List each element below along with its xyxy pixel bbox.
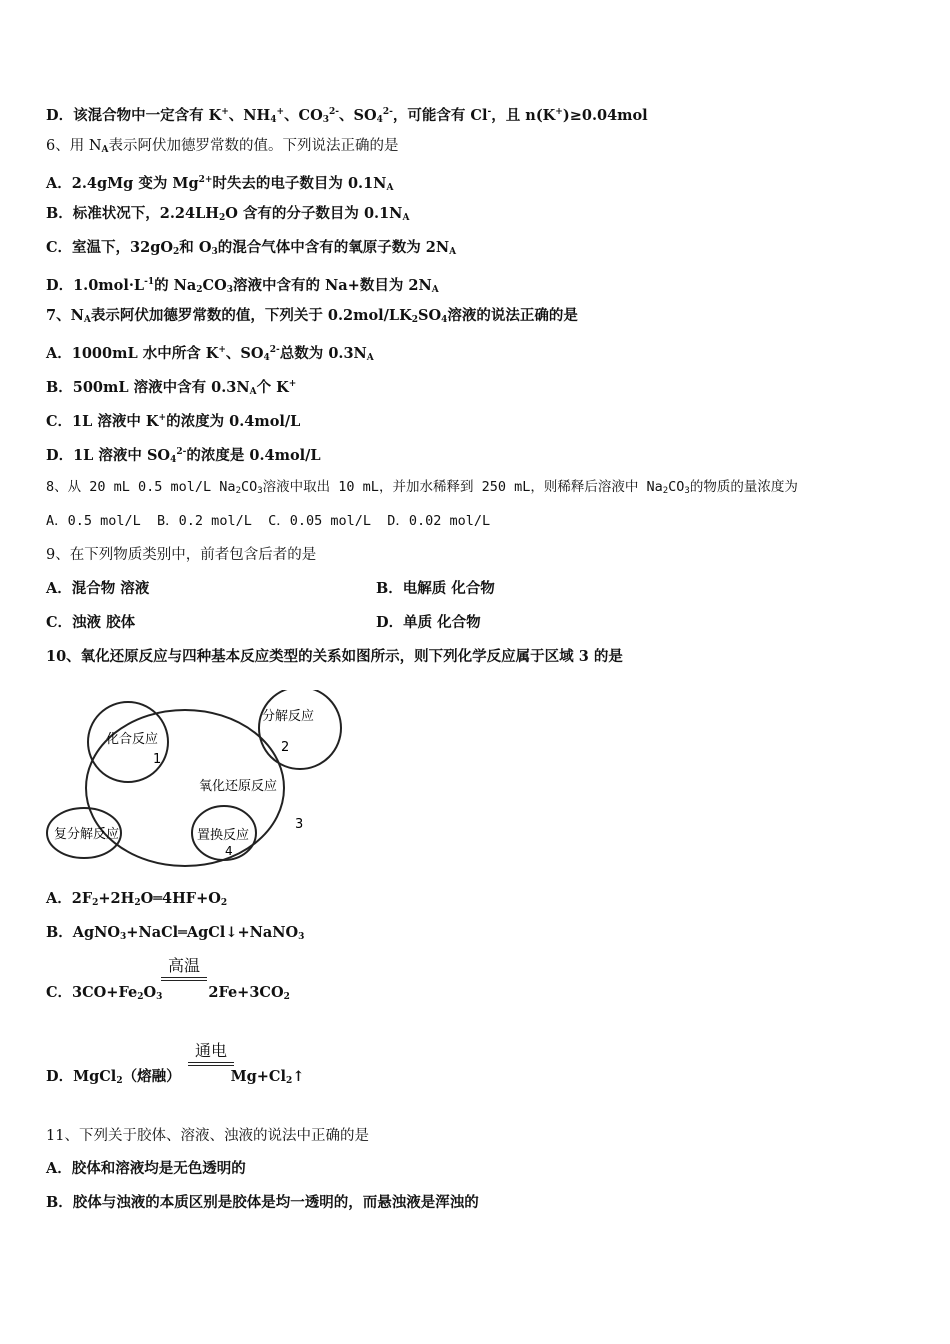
q8-option-a: A．0.5 mol/L (46, 513, 141, 529)
q7-option-c: C．1L 溶液中 K+的浓度为 0.4mol/L (46, 413, 301, 430)
region-4-label: 4 (225, 844, 233, 858)
double-displacement-label: 复分解反应 (54, 827, 120, 842)
q10-option-c: C．$3CO+Fe_2O_3$ $2Fe+3CO_2$ (46, 984, 290, 1002)
q9-stem: 9、在下列物质类别中，前者包含后者的是 (46, 547, 317, 563)
q10-option-d: D．MgCl$_2$（熔融） $Mg+Cl_2↑$ (46, 1068, 305, 1086)
q9-option-c: C．浊液 胶体 (46, 614, 136, 631)
q6-stem: 6、用 $N_A$表示阿伏加德罗常数的值。下列说法正确的是 (46, 138, 399, 155)
q11-option-a: A．胶体和溶液均是无色透明的 (46, 1160, 246, 1177)
region-1-label: 1 (153, 752, 162, 767)
q7-option-b: B．500mL 溶液中含有 $0.3N_A$个 K+ (46, 379, 297, 397)
q5-option-d: D．该混合物中一定含有 K+、$NH_4^+$、$CO_3^{2-}$、$SO_4^{2-}$，可能含有 Cl-，且 n(K+)≥0.04mol (46, 107, 648, 125)
q9-option-d: D．单质 化合物 (376, 614, 481, 631)
q10-option-b: B．AgNO$_3$+NaCl═AgCl↓+NaNO$_3$ (46, 924, 305, 942)
q8-options (46, 511, 490, 531)
q11-stem: 11、下列关于胶体、溶液、浊液的说法中正确的是 (46, 1128, 369, 1144)
q8-stem: 8、从 20 mL 0.5 mol/L $Na_2CO_3$溶液中取出 10 mL，并加水稀释到 250 mL，则稀释后溶液中 $Na_2CO_3$的物质的量浓度为 (46, 479, 798, 496)
q7-option-d: D．1L 溶液中 $SO_4^{2-}$的浓度是 0.4mol/L (46, 447, 321, 465)
q9-option-a: A．混合物 溶液 (46, 580, 150, 597)
q10-option-a: A．$2F_2+2H_2O═4HF+O_2$ (46, 890, 228, 908)
redox-label: 氧化还原反应 (199, 779, 278, 794)
q10-d-condition: 通电 (188, 1038, 234, 1066)
q6-option-d: D．$1.0mol\cdot L^{-1}$的 $Na_2CO_3$溶液中含有的 Na+数目为 $2N_A$ (46, 277, 439, 295)
q8-option-b: B．0.2 mol/L (157, 513, 252, 529)
q7-option-a: A．1000mL 水中所含 K+、$SO_4^{2-}$总数为 $0.3N_A$ (46, 345, 374, 363)
combination-label: 化合反应 (106, 732, 159, 747)
q9-options-row1 (46, 579, 846, 599)
reaction-type-venn-diagram (44, 690, 346, 870)
q7-stem: 7、$N_A$表示阿伏加德罗常数的值，下列关于 $0.2mol/LK_2SO_4$溶液的说法正确的是 (46, 307, 578, 325)
region-2-label: 2 (281, 740, 290, 755)
displacement-label: 置换反应 (197, 828, 250, 843)
q6-option-c: C．室温下，$32gO_2$和 $O_3$的混合气体中含有的氧原子数为 $2N_A$ (46, 239, 457, 257)
q9-option-b: B．电解质 化合物 (376, 580, 495, 597)
q11-option-b: B．胶体与浊液的本质区别是胶体是均一透明的，而悬浊液是浑浊的 (46, 1194, 479, 1211)
q10-stem: 10、氧化还原反应与四种基本反应类型的关系如图所示，则下列化学反应属于区域 3 的是 (46, 648, 623, 665)
decomposition-label: 分解反应 (262, 709, 315, 724)
q6-option-b: B．标准状况下，$2.24LH_2O$ 含有的分子数目为 $0.1N_A$ (46, 205, 410, 223)
q10-c-condition: 高温 (161, 953, 207, 981)
decomposition-circle (259, 690, 341, 769)
q8-option-d: D．0.02 mol/L (387, 513, 491, 529)
region-3-label: 3 (295, 817, 304, 832)
q6-option-a: A．2.4gMg 变为 $Mg^{2+}$时失去的电子数目为 $0.1N_A$ (46, 175, 394, 193)
q9-options-row2 (46, 613, 846, 633)
q8-option-c: C．0.05 mol/L (268, 513, 371, 529)
